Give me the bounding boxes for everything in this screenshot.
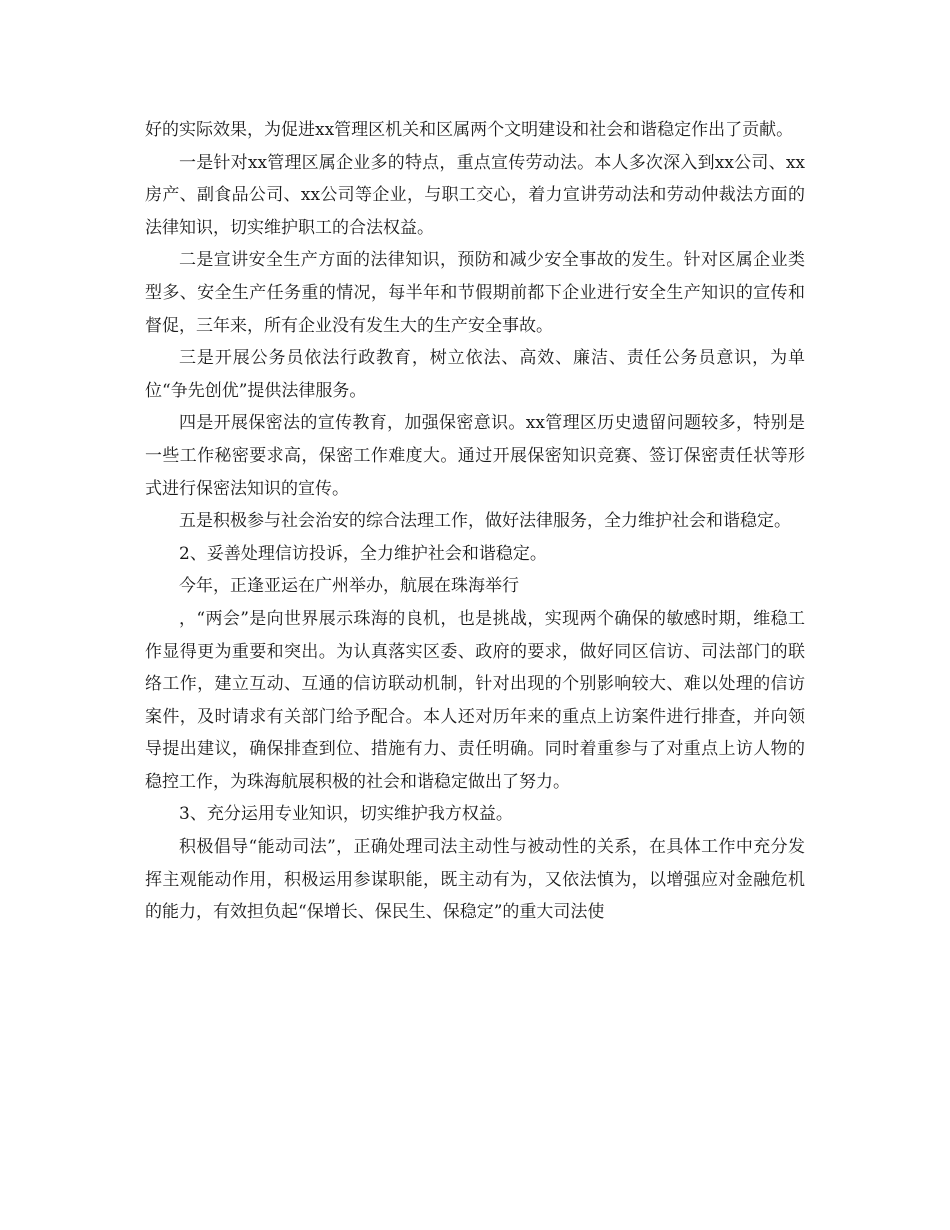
paragraph-civil-servant: 三是开展公务员依法行政教育，树立依法、高效、廉洁、责任公务员意识，为单位“争先创优”提供法律服务。 [145,348,805,401]
paragraph-active-justice: 积极倡导“能动司法”，正确处理司法主动性与被动性的关系，在具体工作中充分发挥主观能动作用，积极运用参谋职能，既主动有为，又依法慎为，以增强应对金融危机的能力，有效担负起“保增长、保民生、保稳定”的重大司法使 [145,837,805,923]
paragraph-continuation: 好的实际效果，为促进xx管理区机关和区属两个文明建设和社会和谐稳定作出了贡献。 [145,120,794,140]
paragraph-safety-production: 二是宣讲安全生产方面的法律知识，预防和减少安全事故的发生。针对区属企业类型多、安全生产任务重的情况，每半年和节假期前都下企业进行安全生产知识的宣传和督促，三年来，所有企业没有发生大的生产安全事故。 [145,250,805,336]
paragraph-labor-law: 一是针对xx管理区属企业多的特点，重点宣传劳动法。本人多次深入到xx公司、xx房产、副食品公司、xx公司等企业，与职工交心，着力宣讲劳动法和劳动仲裁法方面的法律知识，切实维护职工的合法权益。 [145,152,805,238]
paragraph-asian-games: 今年，正逢亚运在广州举办，航展在珠海举行 [179,576,519,597]
document-body [145,114,805,929]
paragraph-secrecy-law: 四是开展保密法的宣传教育，加强保密意识。xx管理区历史遗留问题较多，特别是一些工作秘密要求高，保密工作难度大。通过开展保密知识竞赛、签订保密责任状等形式进行保密法知识的宣传。 [145,413,805,499]
section-heading-petitions: 2、妥善处理信访投诉，全力维护社会和谐稳定。 [179,543,547,564]
section-heading-expertise: 3、充分运用专业知识，切实维护我方权益。 [179,804,513,825]
paragraph-public-security: 五是积极参与社会治安的综合法理工作，做好法律服务，全力维护社会和谐稳定。 [179,511,791,532]
paragraph-stability-work: ，“两会”是向世界展示珠海的良机，也是挑战，实现两个确保的敏感时期，维稳工作显得更为重要和突出。为认真落实区委、政府的要求，做好同区信访、司法部门的联络工作，建立互动、互通的信访联动机制，针对出现的个别影响较大、难以处理的信访案件，及时请求有关部门给予配合。本人还对历年来的重点上访案件进行排查，并向领导提出建议，确保排查到位、措施有力、责任明确。同时着重参与了对重点上访人物的稳控工作，为珠海航展积极的社会和谐稳定做出了努力。 [145,608,805,792]
